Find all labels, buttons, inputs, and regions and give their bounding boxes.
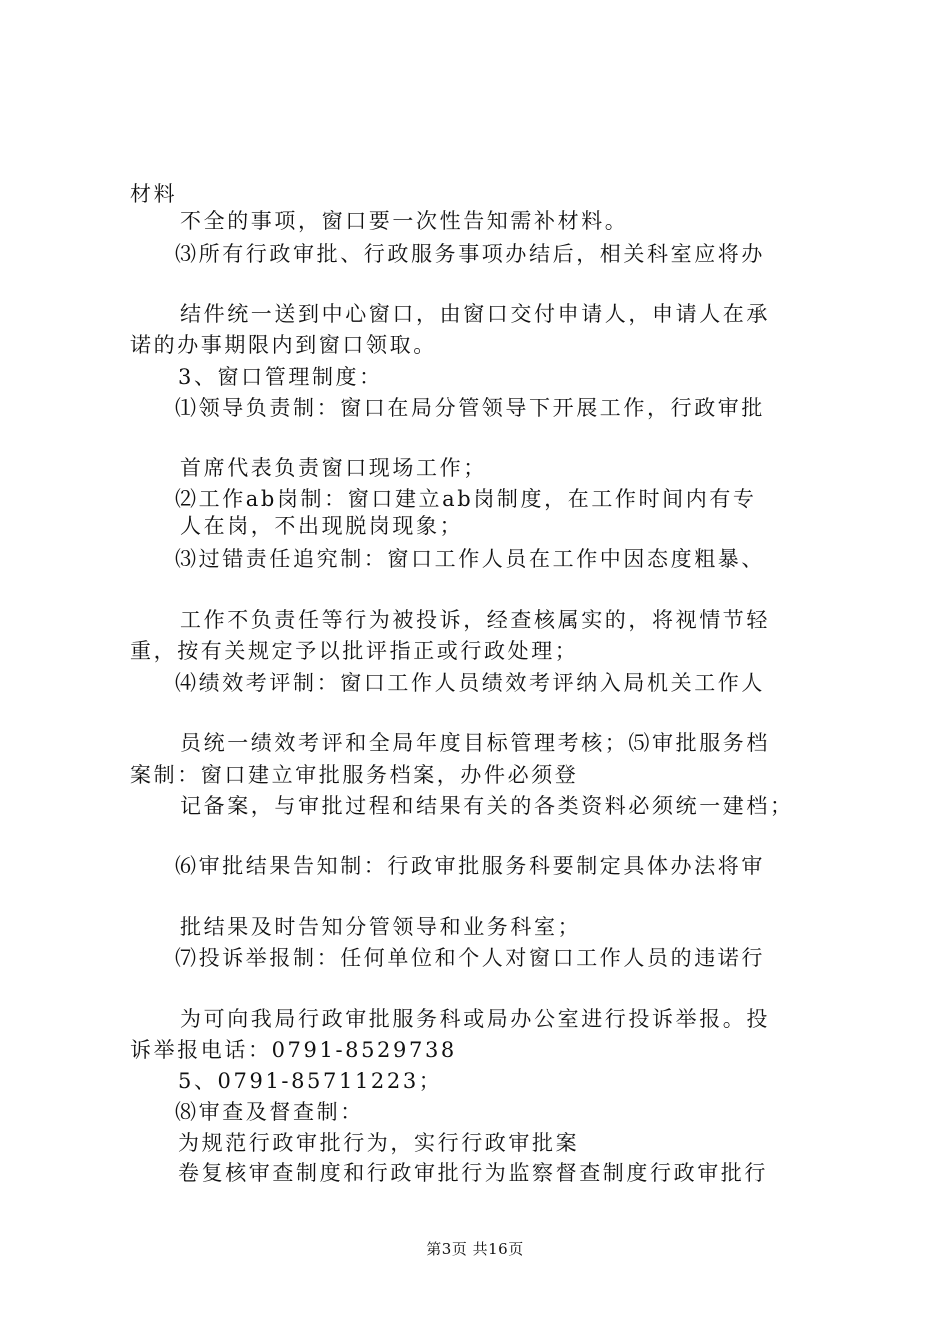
text-line: 材料: [130, 182, 178, 206]
text-line: 卷复核审查制度和行政审批行为监察督查制度行政审批行: [178, 1161, 768, 1185]
text-line: 人在岗，不出现脱岗现象；: [180, 514, 464, 538]
text-line: 结件统一送到中心窗口，由窗口交付申请人，申请人在承: [180, 302, 770, 326]
text-line: 记备案，与审批过程和结果有关的各类资料必须统一建档；: [180, 794, 794, 818]
text-line: ⑴领导负责制：窗口在局分管领导下开展工作，行政审批: [175, 396, 765, 420]
text-line: 5、0791-85711223；: [178, 1069, 443, 1093]
text-line: 案制：窗口建立审批服务档案，办件必须登: [130, 763, 579, 787]
text-line: 批结果及时告知分管领导和业务科室；: [180, 915, 582, 939]
text-line: 诺的办事期限内到窗口领取。: [130, 333, 437, 357]
text-line: ⑶过错责任追究制：窗口工作人员在工作中因态度粗暴、: [175, 547, 765, 571]
text-line: 3、窗口管理制度：: [178, 365, 383, 389]
text-line: ⑺投诉举报制：任何单位和个人对窗口工作人员的违诺行: [175, 946, 765, 970]
text-line: ⑹审批结果告知制：行政审批服务科要制定具体办法将审: [175, 854, 765, 878]
text-line: 为规范行政审批行为，实行行政审批案: [178, 1131, 580, 1155]
text-line: ⑶所有行政审批、行政服务事项办结后，相关科室应将办: [175, 242, 765, 266]
text-line: ⑻审查及督查制：: [175, 1100, 364, 1124]
text-line: ⑷绩效考评制：窗口工作人员绩效考评纳入局机关工作人: [175, 671, 765, 695]
text-line: 员统一绩效考评和全局年度目标管理考核；⑸审批服务档: [180, 731, 770, 755]
text-line: 为可向我局行政审批服务科或局办公室进行投诉举报。投: [180, 1007, 770, 1031]
text-line: 诉举报电话：0791-8529738: [130, 1038, 457, 1062]
text-line: 不全的事项，窗口要一次性告知需补材料。: [180, 209, 629, 233]
text-line: ⑵工作ab岗制：窗口建立ab岗制度，在工作时间内有专: [175, 487, 757, 511]
text-line: 重，按有关规定予以批评指正或行政处理；: [130, 639, 579, 663]
text-line: 工作不负责任等行为被投诉，经查核属实的，将视情节轻: [180, 608, 770, 632]
text-line: 首席代表负责窗口现场工作；: [180, 456, 487, 480]
page-footer: 第3页 共16页: [426, 1240, 524, 1258]
